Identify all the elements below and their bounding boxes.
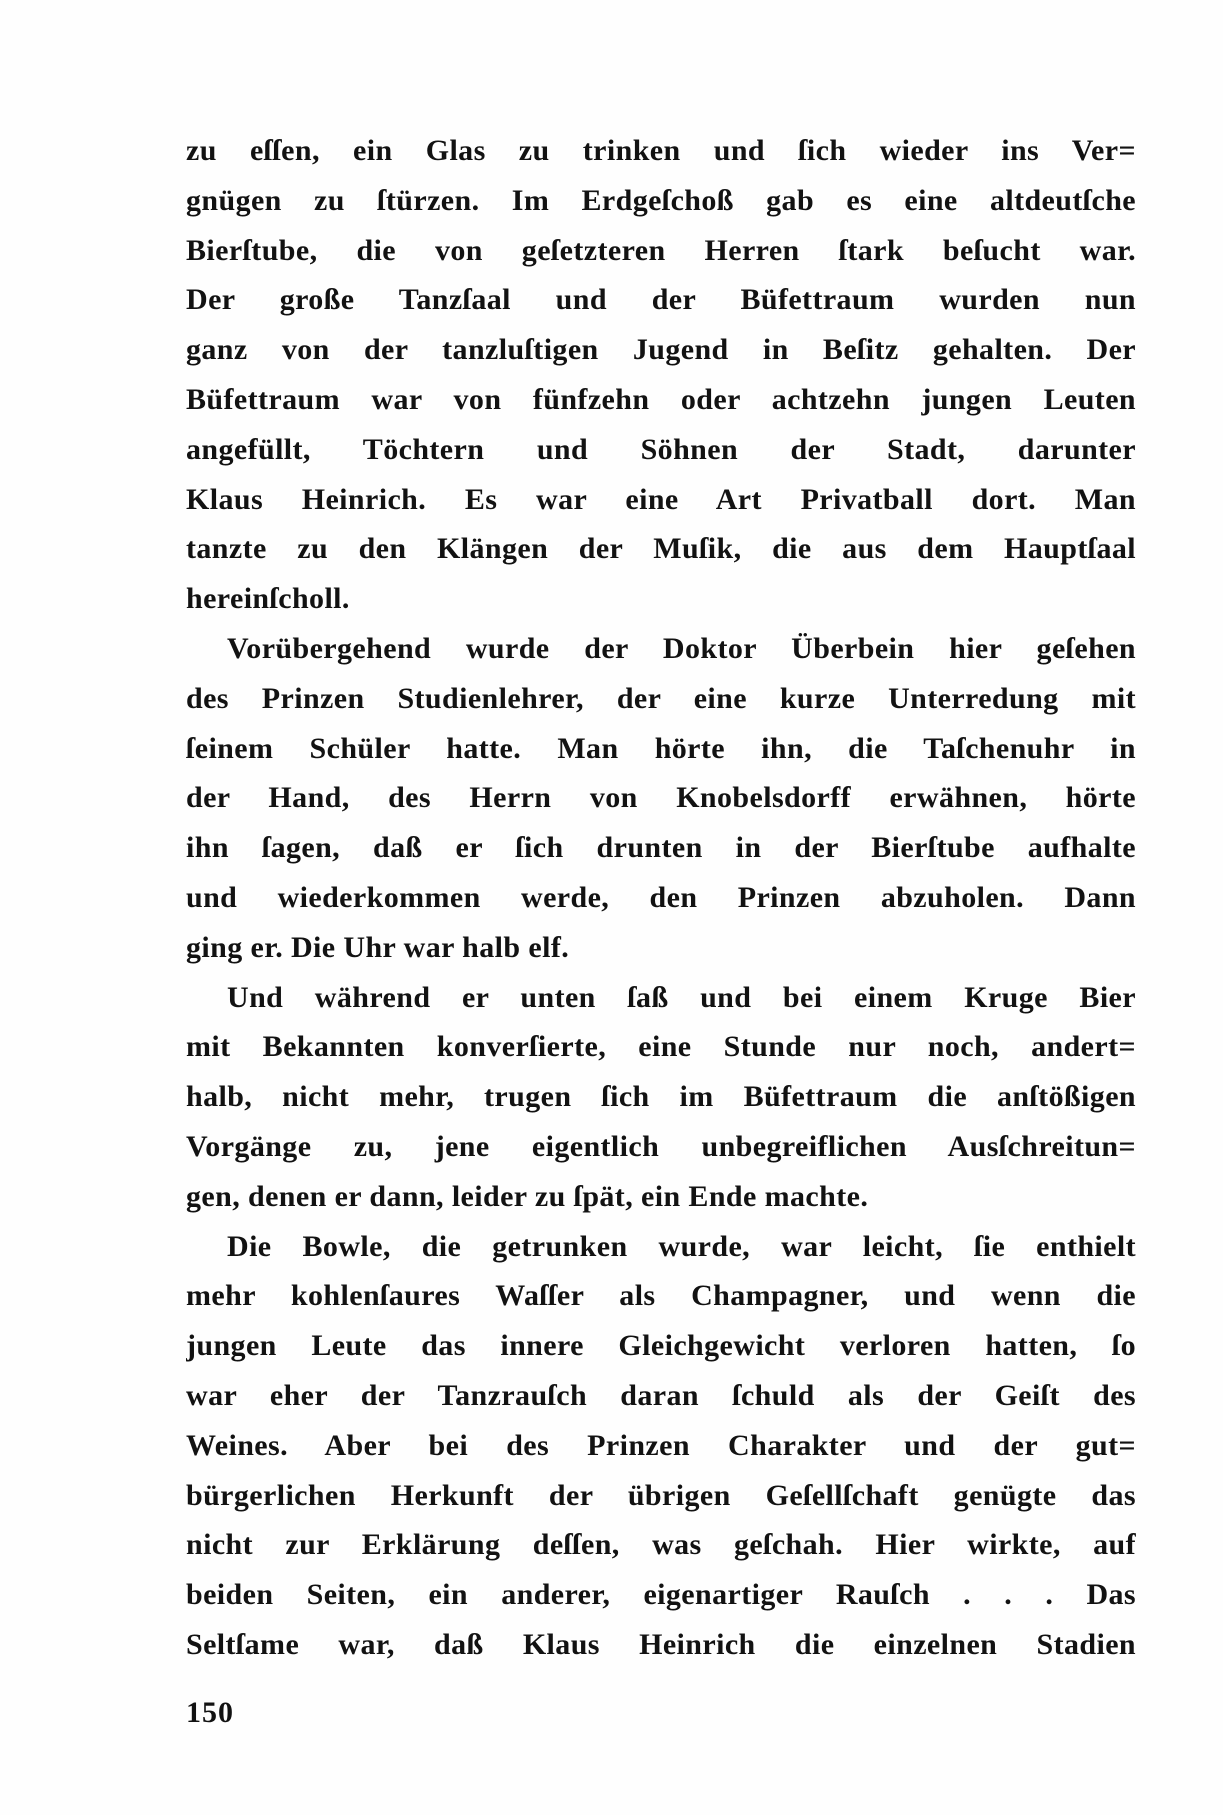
text-line: gnügen zu ſtürzen. Im Erdgeſchoß gab es eine altdeutſche xyxy=(186,183,1136,217)
text-line: Bierſtube, die von geſetzteren Herren ſtark beſucht war. xyxy=(186,233,1136,267)
text-line: Der große Tanzſaal und der Büfettraum wurden nun xyxy=(186,283,1136,317)
text-line: ging er. Die Uhr war halb elf. xyxy=(186,930,570,964)
text-line: halb, nicht mehr, trugen ſich im Büfettraum die anſtößigen xyxy=(186,1080,1136,1114)
paragraph xyxy=(186,973,1136,1222)
paragraph xyxy=(186,624,1136,973)
text-line: Klaus Heinrich. Es war eine Art Privatball dort. Man xyxy=(186,482,1136,516)
paragraph xyxy=(186,1222,1136,1670)
text-line: zu eſſen, ein Glas zu trinken und ſich wieder ins Ver= xyxy=(186,134,1136,167)
page-number: 150 xyxy=(186,1696,234,1729)
text-line: war eher der Tanzrauſch daran ſchuld als der Geiſt des xyxy=(186,1378,1136,1412)
text-line: Vorübergehend wurde der Doktor Überbein hier geſehen xyxy=(227,631,1136,665)
text-line: jungen Leute das innere Gleichgewicht verloren hatten, ſo xyxy=(186,1329,1136,1363)
text-line: Die Bowle, die getrunken wurde, war leicht, ſie enthielt xyxy=(227,1229,1136,1263)
text-line: beiden Seiten, ein anderer, eigenartiger Rauſch . . . Das xyxy=(186,1578,1136,1612)
text-line: bürgerlichen Herkunft der übrigen Geſellſchaft genügte das xyxy=(186,1478,1136,1512)
text-line: mehr kohlenſaures Waſſer als Champagner, und wenn die xyxy=(186,1279,1136,1313)
text-line: ganz von der tanzluſtigen Jugend in Beſitz gehalten. Der xyxy=(186,333,1136,367)
text-line: gen, denen er dann, leider zu ſpät, ein Ende machte. xyxy=(186,1179,869,1213)
text-line: mit Bekannten konverſierte, eine Stunde nur noch, andert= xyxy=(186,1030,1136,1064)
text-line: hereinſcholl. xyxy=(186,582,350,616)
text-line: tanzte zu den Klängen der Muſik, die aus dem Hauptſaal xyxy=(186,532,1136,566)
text-line: und wiederkommen werde, den Prinzen abzuholen. Dann xyxy=(186,880,1136,914)
body-text xyxy=(186,126,1136,1670)
text-line: ihn ſagen, daß er ſich drunten in der Bierſtube aufhalte xyxy=(186,831,1136,865)
text-line: des Prinzen Studienlehrer, der eine kurze Unterredung mit xyxy=(186,681,1136,715)
text-line: ſeinem Schüler hatte. Man hörte ihn, die Taſchenuhr in xyxy=(186,731,1136,765)
paragraph xyxy=(186,126,1136,624)
text-line: Und während er unten ſaß und bei einem Kruge Bier xyxy=(227,980,1136,1014)
text-line: Weines. Aber bei des Prinzen Charakter und der gut= xyxy=(186,1428,1136,1462)
text-line: Seltſame war, daß Klaus Heinrich die einzelnen Stadien xyxy=(186,1627,1136,1661)
text-line: angefüllt, Töchtern und Söhnen der Stadt, darunter xyxy=(186,432,1136,466)
text-line: Vorgänge zu, jene eigentlich unbegreiflichen Ausſchreitun= xyxy=(186,1129,1136,1163)
text-line: der Hand, des Herrn von Knobelsdorff erwähnen, hörte xyxy=(186,781,1136,815)
text-line: Büfettraum war von fünfzehn oder achtzehn jungen Leuten xyxy=(186,382,1136,416)
text-line: nicht zur Erklärung deſſen, was geſchah. Hier wirkte, auf xyxy=(186,1528,1136,1562)
